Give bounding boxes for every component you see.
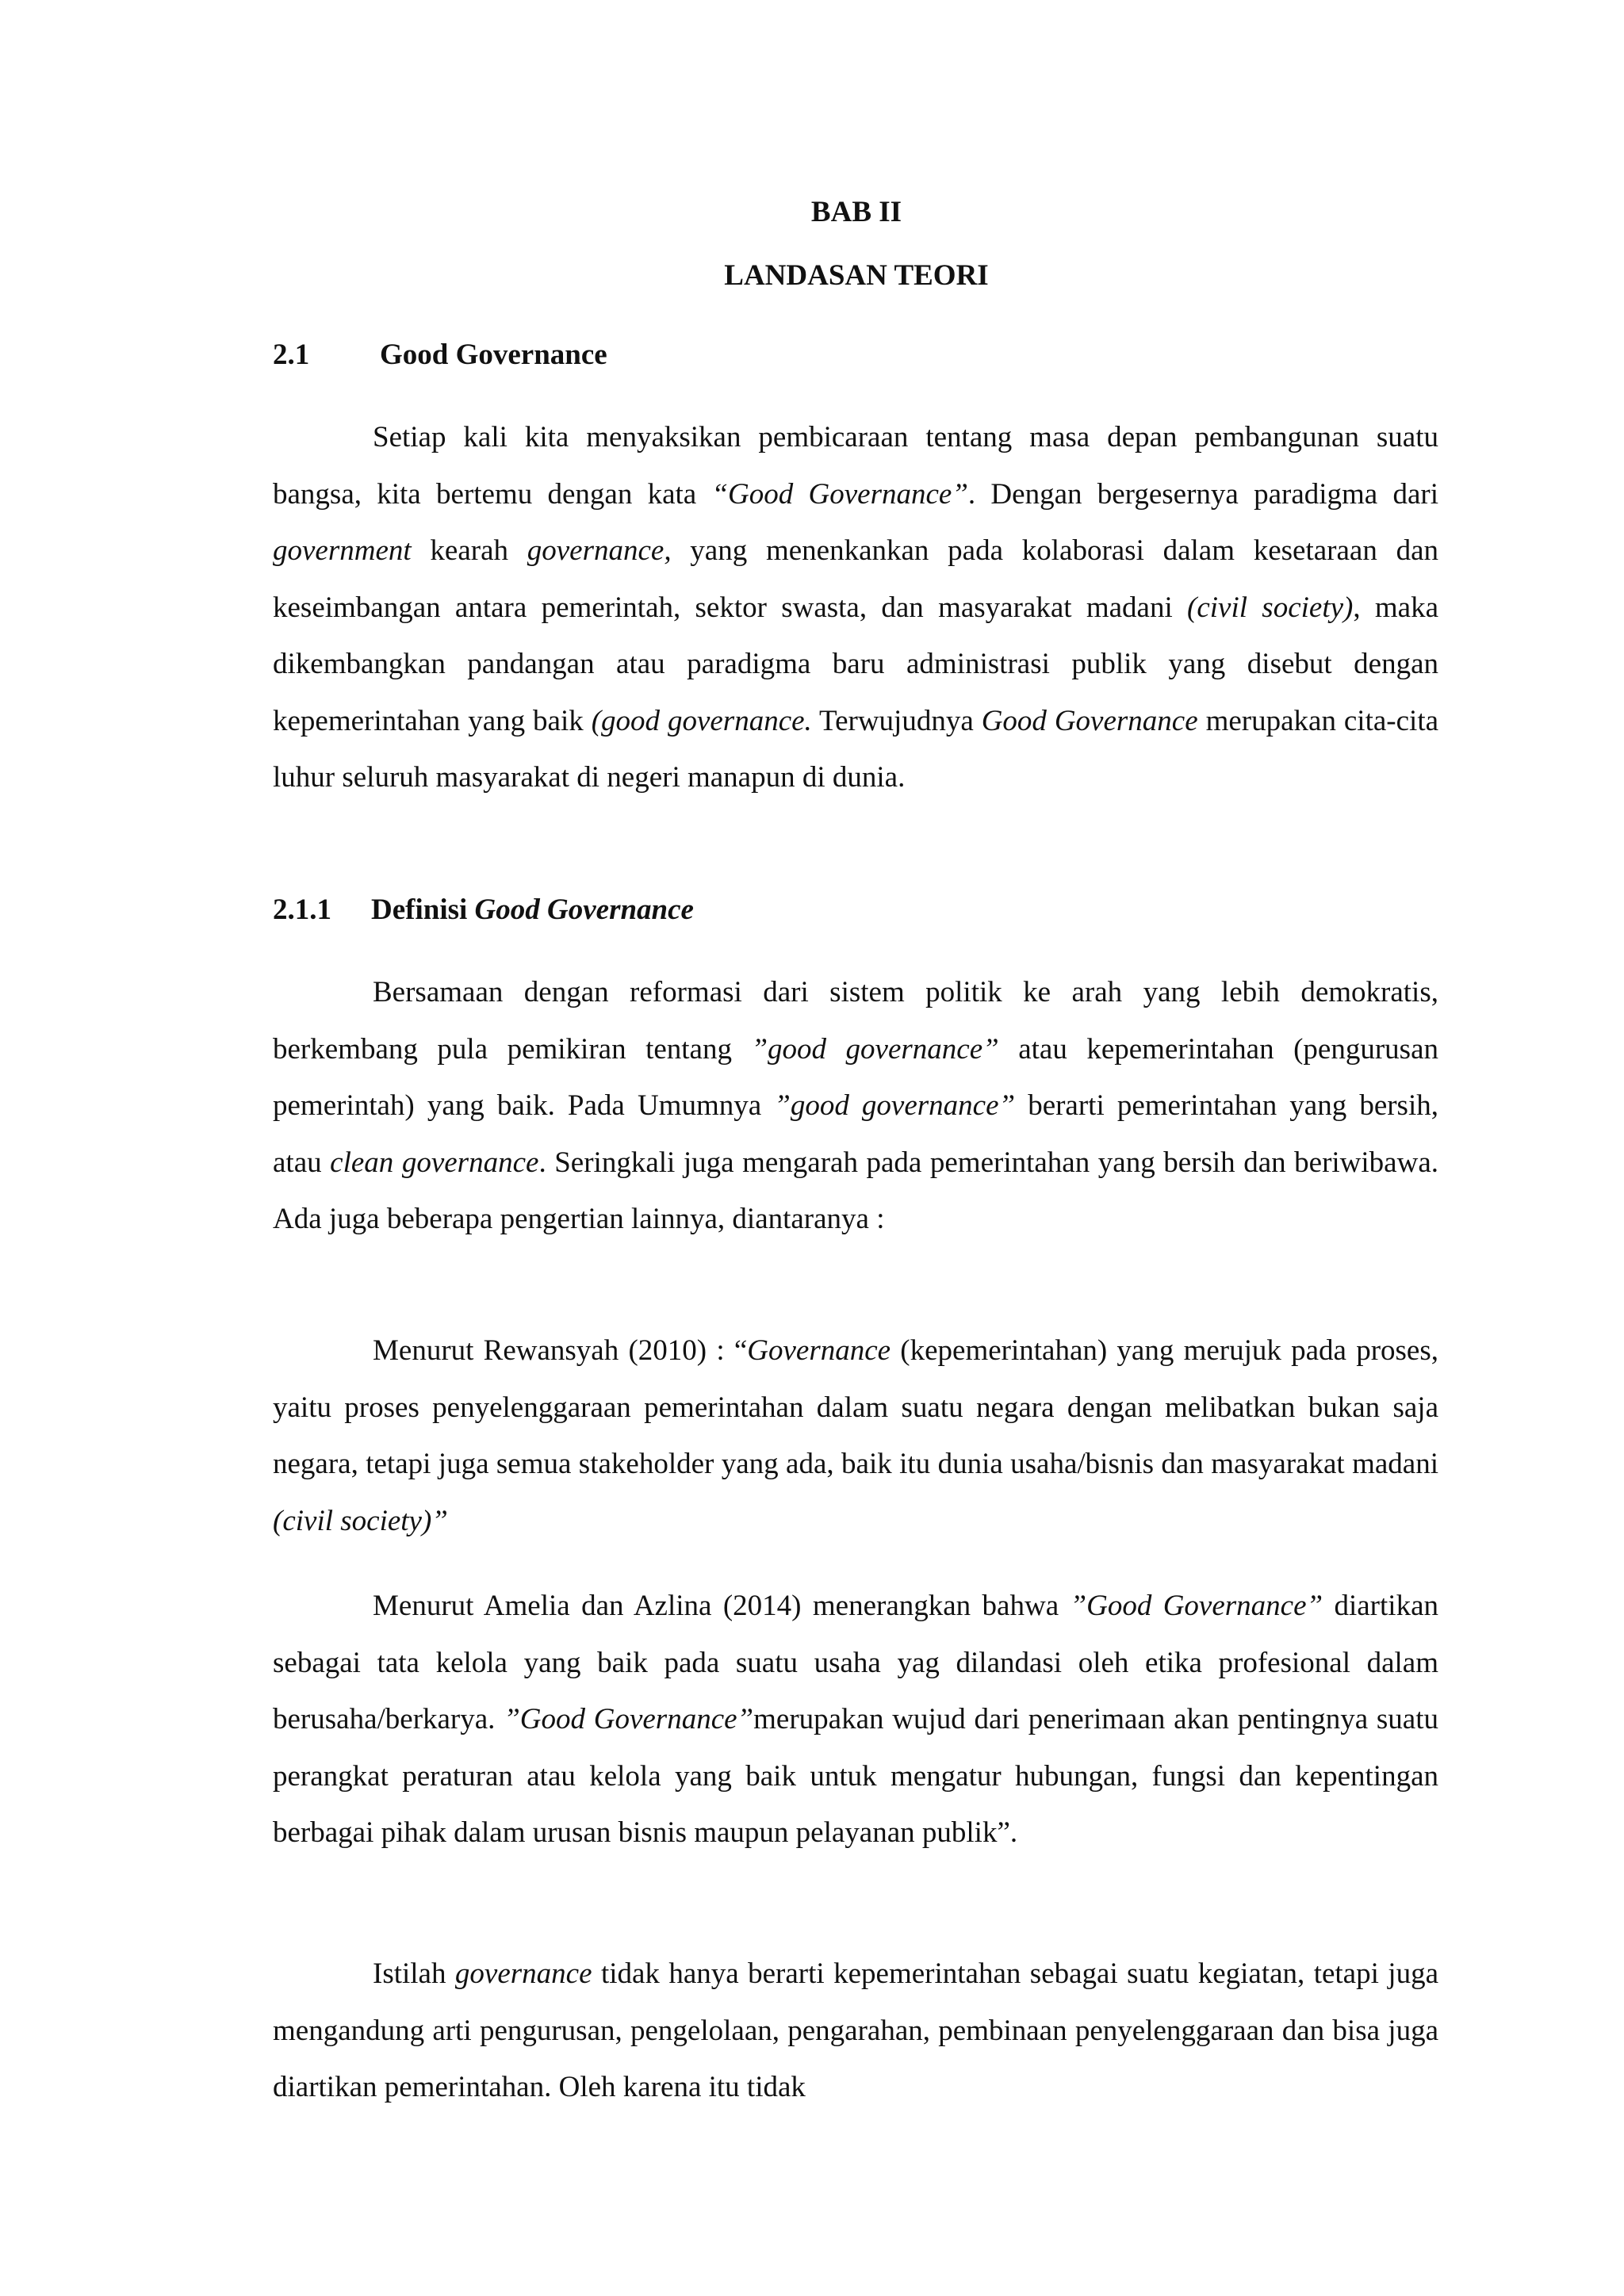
text-run: (kepemerintahan) yang merujuk pada proses, yaitu proses penyelenggaraan pemerintahan dalam suatu negara dengan melibatkan bukan saja negara, tetapi juga semua stakeholder yang ada, baik itu dunia usaha/bisnis dan masyarakat madani: [273, 1334, 1438, 1480]
chapter-title: LANDASAN TEORI: [724, 259, 989, 292]
paragraph-rewansyah-quote: [273, 1322, 1438, 1549]
italic-term: governance,: [527, 534, 672, 567]
subsection-number: 2.1.1: [273, 894, 331, 926]
text-run: , maka dikembangkan pandangan atau paradigma baru administrasi publik yang disebut dengan kepemerintahan yang baik: [273, 591, 1438, 737]
italic-term: (civil society): [1187, 591, 1354, 624]
subsection-title-prefix: Definisi: [371, 894, 475, 926]
text-run: . Dengan bergesernya paradigma dari: [967, 477, 1439, 511]
section-title: Good Governance: [380, 339, 607, 371]
text-run: Istilah: [373, 1957, 455, 1990]
subsection-title-italic: Good Governance: [474, 894, 694, 926]
italic-term: (good governance.: [591, 704, 812, 737]
text-run: kearah: [411, 534, 527, 567]
paragraph-amelia-azlina-quote: [273, 1578, 1438, 1862]
paragraph-definition: [273, 964, 1438, 1248]
italic-term: “Good Governance”: [711, 477, 968, 511]
subsection-title: [371, 893, 694, 928]
italic-term: ”Good Governance”: [1070, 1590, 1323, 1622]
text-run: Bersamaan dengan reformasi dari sistem politik ke arah yang lebih demokratis, berkembang pula pemikiran tentang: [273, 976, 1438, 1066]
text-run: . Seringkali juga mengarah pada pemerintahan yang bersih dan beriwibawa. Ada juga beberapa pengertian lainnya, diantaranya :: [273, 1146, 1438, 1235]
text-run: yang menenkankan pada kolaborasi dalam kesetaraan dan keseimbangan antara pemerintah, sektor swasta, dan masyarakat madani: [273, 534, 1438, 624]
text-run: Setiap kali kita menyaksikan pembicaraan tentang masa depan pembangunan suatu bangsa, kita bertemu dengan kata: [273, 421, 1438, 511]
paragraph-good-governance-intro: [273, 409, 1438, 806]
italic-term: governance: [454, 1957, 592, 1990]
text-run: Menurut Rewansyah (2010) : “: [373, 1334, 748, 1367]
italic-term: ”good governance”: [751, 1032, 999, 1066]
italic-term: government: [273, 534, 412, 567]
text-run: tidak hanya berarti kepemerintahan sebagai suatu kegiatan, tetapi juga mengandung arti pengurusan, pengelolaan, pengarahan, pembinaan penyelenggaraan dan bisa juga diartikan pemerintahan. Oleh karena itu tidak: [273, 1957, 1439, 2103]
text-run: merupakan cita-cita luhur seluruh masyarakat di negeri manapun di dunia.: [273, 704, 1439, 794]
section-heading-2-1-1: [273, 893, 694, 928]
italic-term: ”good governance”: [774, 1089, 1016, 1122]
text-run: merupakan wujud dari penerimaan akan pentingnya suatu perangkat peraturan atau kelola yang baik untuk mengatur hubungan, fungsi dan kepentingan berbagai pihak dalam urusan bisnis maupun pelayanan publik”.: [273, 1703, 1438, 1849]
italic-term: clean governance: [330, 1146, 539, 1179]
text-run: diartikan sebagai tata kelola yang baik pada suatu usaha yag dilandasi oleh etika profesional dalam berusaha/berkarya.: [273, 1590, 1438, 1735]
text-run: berarti pemerintahan yang bersih, atau: [273, 1089, 1438, 1179]
chapter-number: BAB II: [810, 196, 902, 228]
text-run: atau kepemerintahan (pengurusan pemerintah) yang baik. Pada Umumnya: [273, 1032, 1438, 1122]
italic-term: (civil society)”: [273, 1504, 448, 1537]
paragraph-istilah-governance: [273, 1946, 1438, 2116]
italic-term: Good Governance: [981, 704, 1198, 737]
text-run: Menurut Amelia dan Azlina (2014) menerangkan bahwa: [373, 1590, 1071, 1622]
italic-term: Governance: [747, 1334, 891, 1367]
italic-term: ”Good Governance”: [504, 1703, 754, 1735]
section-heading-2-1: [273, 338, 607, 373]
text-run: Terwujudnya: [811, 704, 982, 737]
section-number: 2.1: [273, 339, 310, 371]
